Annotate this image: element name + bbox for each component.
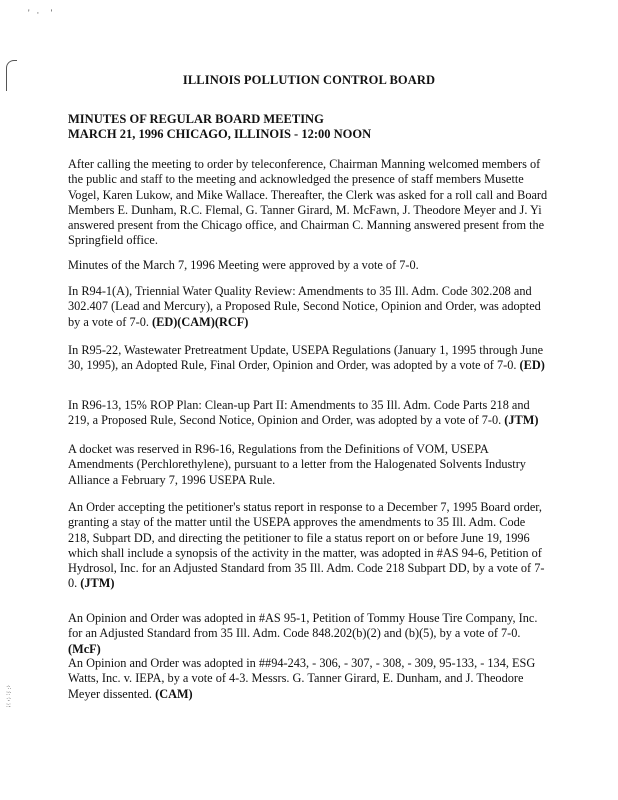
paragraph-as-95-1: An Opinion and Order was adopted in #AS 95-1, Petition of Tommy House Tire Company, Inc. for an Adjusted Standard from 35 Ill. Adm. Code 848.202(b)(2) and (b)(5), by a vote of 7-0. (McF) — [68, 611, 538, 656]
paragraph-r96-13: In R96-13, 15% ROP Plan: Clean-up Part II: Amendments to 35 Ill. Adm. Code Parts 218 and 219, a Proposed Rule, Second Notice, Opinion and Order, was adopted by a vote of 7-0. (JTM) — [68, 398, 539, 428]
initials-tag: (McF) — [68, 641, 101, 656]
paragraph-r96-16: A docket was reserved in R96-16, Regulations from the Definitions of VOM, USEPA Amendments (Perchlorethylene), pursuant to a letter from the Halogenated Solvents Industry Alliance a February 7, 1996 USEPA Rule. — [68, 442, 526, 487]
initials-tag: (ED)(CAM)(RCF) — [152, 314, 249, 329]
meeting-date: MARCH 21, 1996 CHICAGO, ILLINOIS - 12:00 NOON — [68, 127, 372, 141]
paragraph-roll-call: After calling the meeting to order by teleconference, Chairman Manning welcomed members of the public and staff to the meeting and acknowledged the presence of staff members Musette Vogel, Karen Lukow, and Mike Wallace. Thereafter, the Clerk was asked for a roll call and Board Members E. Dunham, R.C. Flemal, G. Tanner Girard, M. McFawn, J. Theodore Meyer and J. Yi answered present from the Chicago office, and Chairman C. Manning answered present from the Springfield office. — [68, 157, 548, 248]
minutes-title: MINUTES OF REGULAR BOARD MEETING — [68, 112, 324, 126]
paragraph-r94-1a: In R94-1(A), Triennial Water Quality Review: Amendments to 35 Ill. Adm. Code 302.208 and 302.407 (Lead and Mercury), a Proposed Rule, Second Notice, Opinion and Order, was adopted by a vote of 7-0. (ED)(CAM)(RCF) — [68, 284, 541, 329]
margin-speckle: ·:·. :·:· ·.:· :·.: — [6, 683, 11, 709]
paragraph-esg-watts: An Opinion and Order was adopted in ##94-243, - 306, - 307, - 308, - 309, 95-133, - 134, ESG Watts, Inc. v. IEPA, by a vote of 4-3. Messrs. G. Tanner Girard, E. Dunham, and J. Theodore Meyer dissented. (CAM) — [68, 656, 536, 701]
initials-tag: (JTM) — [80, 576, 115, 591]
initials-tag: (CAM) — [155, 686, 193, 701]
scan-speck: ' · ' — [28, 8, 53, 18]
board-name: ILLINOIS POLLUTION CONTROL BOARD — [182, 73, 436, 87]
initials-tag: (JTM) — [504, 413, 539, 428]
paragraph-minutes-approval: Minutes of the March 7, 1996 Meeting were approved by a vote of 7-0. — [68, 258, 419, 272]
initials-tag: (ED) — [519, 358, 545, 373]
paragraph-as-94-6: An Order accepting the petitioner's status report in response to a December 7, 1995 Board order, granting a stay of the matter until the USEPA approves the amendments to 35 Ill. Adm. Code 218, Subpart DD, and directing the petitioner to file a status report on or before June 19, 1996 which shall include a synopsis of the activity in the matter, was adopted in #AS 94-6, Petition of Hydrosol, Inc. for an Adjusted Standard from 35 Ill. Adm. Code 218 Subpart DD, by a vote of 7-0. (JTM) — [68, 500, 545, 591]
paragraph-r95-22: In R95-22, Wastewater Pretreatment Update, USEPA Regulations (January 1, 1995 through June 30, 1995), an Adopted Rule, Final Order, Opinion and Order, was adopted by a vote of 7-0. (ED) — [68, 343, 545, 373]
